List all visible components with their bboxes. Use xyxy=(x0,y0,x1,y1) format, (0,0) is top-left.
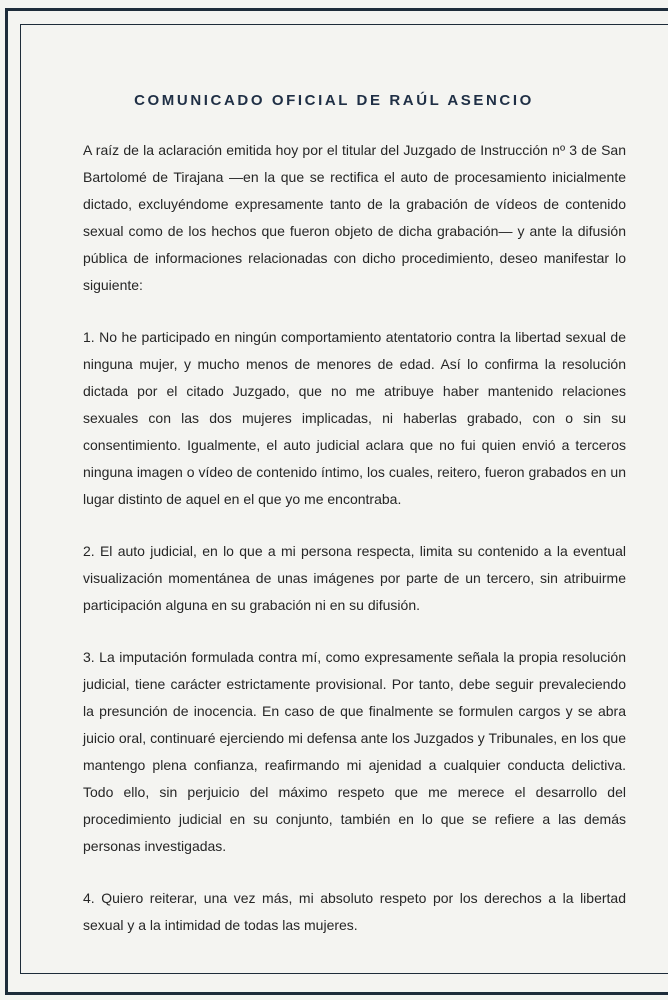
document-title: COMUNICADO OFICIAL DE RAÚL ASENCIO xyxy=(134,92,534,109)
point-2-paragraph: 2. El auto judicial, en lo que a mi persona respecta, limita su contenido a la eventual visualización momentánea de unas imágenes por parte de un tercero, sin atribuirme participación alguna en su grabación ni en su difusión. xyxy=(83,543,626,613)
document-body xyxy=(83,137,626,964)
intro-paragraph: A raíz de la aclaración emitida hoy por el titular del Juzgado de Instrucción nº 3 de San Bartolomé de Tirajana —en la que se rectifica el auto de procesamiento inicialmente dictado, excluyéndome expresamente tanto de la grabación de vídeos de contenido sexual como de los hechos que fueron objeto de dicha grabación— y ante la difusión pública de informaciones relacionadas con dicho procedimiento, deseo manifestar lo siguiente: xyxy=(83,142,626,293)
point-4-paragraph: 4. Quiero reiterar, una vez más, mi absoluto respeto por los derechos a la libertad sexual y a la intimidad de todas las mujeres. xyxy=(83,890,626,933)
point-3-paragraph: 3. La imputación formulada contra mí, como expresamente señala la propia resolución judicial, tiene carácter estrictamente provisional. Por tanto, debe seguir prevaleciendo la presunción de inocencia. En caso de que finalmente se formulen cargos y se abra juicio oral, continuaré ejerciendo mi defensa ante los Juzgados y Tribunales, en los que mantengo plena confianza, reafirmando mi ajenidad a cualquier conducta delictiva. Todo ello, sin perjuicio del máximo respeto que me merece el desarrollo del procedimiento judicial en su conjunto, también en lo que se refiere a las demás personas investigadas. xyxy=(83,649,626,854)
point-1-paragraph: 1. No he participado en ningún comportamiento atentatorio contra la libertad sexual de ninguna mujer, y mucho menos de menores de edad. Así lo confirma la resolución dictada por el citado Juzgado, que no me atribuye haber mantenido relaciones sexuales con las dos mujeres implicadas, ni haberlas grabado, con o sin su consentimiento. Igualmente, el auto judicial aclara que no fui quien envió a terceros ninguna imagen o vídeo de contenido íntimo, los cuales, reitero, fueron grabados en un lugar distinto de aquel en el que yo me encontraba. xyxy=(83,329,626,507)
